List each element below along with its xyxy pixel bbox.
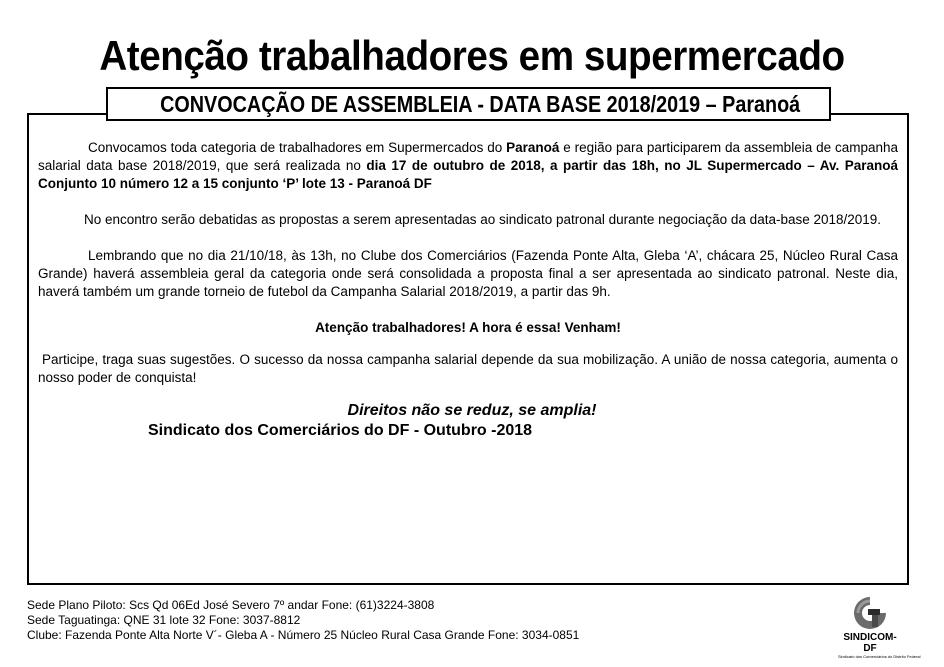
subtitle-text: CONVOCAÇÃO DE ASSEMBLEIA - DATA BASE 2018/2019 – Paranoá bbox=[160, 91, 801, 117]
footer-addresses bbox=[27, 598, 579, 643]
convocation-text-2: e região para participarem da assembleia de campanha salarial data base 2018/2019, que será realizada no bbox=[38, 140, 898, 173]
headline: Atenção trabalhadores em supermercado bbox=[99, 32, 845, 79]
callout: Atenção trabalhadores! A hora é essa! Venham! bbox=[315, 320, 621, 335]
paragraph-general-assembly: Lembrando que no dia 21/10/18, às 13h, no Clube dos Comerciários (Fazenda Ponte Alta, Gleba ‘A’, chácara 25, Núcleo Rural Casa Grande) haverá assembleia geral da categoria onde será consolidada a proposta final a ser apresentada ao sindicato patronal. Neste dia, haverá também um grande torneio de futebol da Campanha Salarial 2018/2019, a partir das 9h. bbox=[38, 248, 898, 299]
paragraph-participate: Participe, traga suas sugestões. O sucesso da nossa campanha salarial depende da sua mobilização. A união de nossa categoria, aumenta o nosso poder de conquista! bbox=[38, 352, 898, 385]
convocation-location: Paranoá bbox=[506, 140, 560, 155]
footer-line-clube: Clube: Fazenda Ponte Alta Norte V´- Gleba A - Número 25 Núcleo Rural Casa Grande Fone: 3034-0851 bbox=[27, 628, 580, 642]
paragraph-debate: No encontro serão debatidas as propostas a serem apresentadas ao sindicato patronal durante negociação da data-base 2018/2019. bbox=[84, 212, 882, 227]
body-text bbox=[38, 139, 898, 387]
subtitle-banner bbox=[106, 87, 831, 121]
paragraph-convocation bbox=[38, 139, 898, 193]
slogan: Direitos não se reduz, se amplia! bbox=[347, 402, 597, 419]
sindicom-logo-icon bbox=[850, 595, 890, 631]
convocation-date-place: dia 17 de outubro de 2018, a partir das 18h, no JL Supermercado – Av. Paranoá Conjunto 10 número 12 a 15 conjunto ‘P’ lote 13 - Paranoá DF bbox=[38, 158, 898, 191]
convocation-text-1: Convocamos toda categoria de trabalhadores em Supermercados do bbox=[88, 140, 507, 155]
logo-name: SINDICOM-DF bbox=[843, 632, 897, 654]
footer-line-plano-piloto: Sede Plano Piloto: Scs Qd 06Ed José Severo 7º andar Fone: (61)3224-3808 bbox=[27, 598, 435, 612]
footer-line-taguatinga: Sede Taguatinga: QNE 31 lote 32 Fone: 3037-8812 bbox=[27, 613, 301, 627]
logo-subtitle: Sindicato dos Comerciários do Distrito Federal bbox=[838, 654, 921, 659]
sindicom-logo bbox=[838, 595, 921, 659]
signature: Sindicato dos Comerciários do DF - Outubro -2018 bbox=[148, 422, 533, 439]
